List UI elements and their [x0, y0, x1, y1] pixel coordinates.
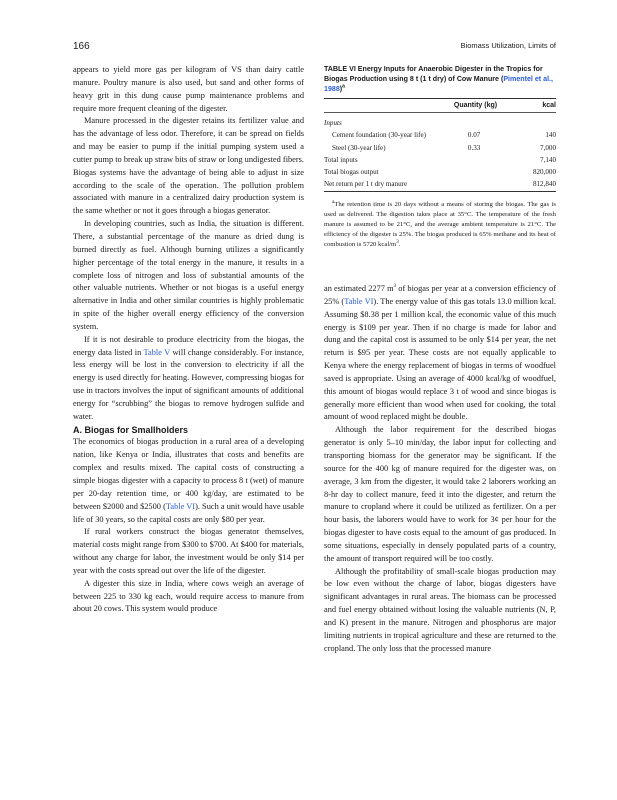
row-quantity: 0.07	[467, 131, 481, 140]
caption-text: )	[339, 85, 343, 93]
superscript: 3	[393, 284, 397, 290]
column-header-quantity: Quantity (kg)	[453, 102, 498, 109]
text-run: If it is not desirable to produce electricity from the biogas, the energy data listed in	[73, 334, 304, 357]
right-paragraph-1	[324, 283, 556, 424]
table-row	[324, 113, 556, 130]
caption-text: TABLE VI Energy Inputs for Anaerobic Digester in the Tropics for Biogas Production using 8 t (1 t dry) of Cow Manure (	[324, 65, 543, 83]
text-run: an estimated 2277 m	[324, 284, 394, 293]
text-run: The economics of biogas production in a rural area of a developing nation, like Kenya or India, illustrates that costs and benefits are complex and results mixed. The capital costs of constructing a simple biogas digester with a capacity to process 8 t (wet) of manure per 20-day retention time, or 400 kg/day, are estimated to be between $2000 and $2500 (	[73, 437, 304, 511]
table-caption	[324, 64, 556, 94]
right-paragraph-3: Although the profitability of small-scale biogas production may be low even without the charge of labor, biogas digesters have significant advantages in rural areas. The biomass can be processed and fuel energy obtained without losing the valuable nutrients (N, P, and K) present in the manure. Nitrogen and phosphorus are major limiting nutrients in tropical agriculture and these are returned to the cropland. The only loss that the processed manure	[324, 566, 556, 653]
total-output-kcal: 820,000	[532, 168, 556, 177]
inputs-label: Inputs	[324, 113, 556, 130]
row-quantity: 0.33	[467, 143, 481, 152]
empty-cell	[454, 154, 521, 166]
running-title: Biomass Utilization, Limits of	[460, 41, 556, 50]
caption-footnote-mark: a	[342, 83, 345, 90]
table-body	[324, 99, 556, 191]
right-column	[324, 283, 556, 655]
pimentel-citation-link[interactable]: Pimentel et al., 1988	[324, 75, 554, 93]
left-paragraph-3: In developing countries, such as India, the situation is different. There, a substantial percentage of the manure as dried dung is burned directly as fuel. Although burning utilizes a significantly higher percentage of the total energy in the manure, it results in a complete loss of nitrogen and loss of substantial amounts of the other valuable nutrients. Whether or not biogas is a useful energy alternative in India and other similar countries is highly problematic in spite of the higher overall energy efficiency of the conversion system.	[73, 219, 304, 331]
table-bottom-rule	[324, 191, 556, 192]
footnote-end: .	[398, 241, 401, 249]
table-vi-link[interactable]: Table VI	[344, 296, 374, 306]
column-header-kcal: kcal	[542, 102, 556, 109]
net-return-label: Net return per 1 t dry manure	[324, 180, 408, 189]
section-heading: A. Biogas for Smallholders	[73, 424, 189, 435]
table-v-link[interactable]: Table V	[143, 347, 171, 357]
text-run: of biogas per year at a conversion efficiency of 25% (	[324, 284, 556, 306]
table-footnote	[324, 200, 556, 250]
row-kcal: 140	[545, 131, 556, 140]
empty-cell	[454, 179, 521, 191]
table-vi	[324, 64, 556, 250]
left-paragraph-1: appears to yield more gas per kilogram of VS than dairy cattle manure. Poultry manure is also used, but sand and other forms of heavy grit in this dung cause pump maintenance problems and require more frequent cleaning of the digester.	[73, 65, 304, 113]
left-paragraph-7: A digester this size in India, where cows weigh an average of between 225 to 330 kg each, would require access to manure from about 20 cows. This system would produce	[73, 578, 304, 614]
header-blank	[324, 99, 454, 113]
table-row	[324, 142, 556, 154]
footnote-superscript: 3	[396, 240, 399, 246]
row-label: Cement foundation (30-year life)	[332, 131, 426, 140]
left-paragraph-5	[73, 436, 304, 526]
total-inputs-kcal: 7,140	[540, 155, 556, 164]
page-number: 166	[73, 41, 90, 52]
row-label: Steel (30-year life)	[332, 143, 386, 152]
table-row	[324, 167, 556, 179]
left-paragraph-4	[73, 334, 304, 424]
text-run: ). The energy value of this gas totals 13.0 million kcal. Assuming $8.38 per 1 million kcal, the economic value of this much energy is $109 per year. Then if no charge is made for labor and dung and the capital cost is assumed to be only $14 per year, the net return is $95 per year. These costs are not equally applicable to Kenya where the energy replacement of biogas in terms of woodfuel saved is appropriate. Using an average of 4000 kcal/kg of woodfuel, this amount of biogas would replace 3 t of wood and since biogas is generally more efficient than wood when used for cooking, the total amount of wood replaced might be double.	[324, 296, 556, 422]
left-paragraph-2: Manure processed in the digester retains its fertilizer value and has the advantage of less odor. Therefore, it can be spread on fields and may be easier to pump if the initial pumping system used a cutter pump to break up straw bits of straw or long undigested fibers. Biogas systems have the advantage of being able to adjust in size according to the scale of the operation. The pollution problem associated with manure in a centralized dairy production system is the same whether or not it goes through a biogas generator.	[73, 116, 304, 216]
table-row	[324, 154, 556, 166]
footnote-text: The retention time is 20 days without a means of storing the biogas. The gas is used as delivered. The digestion takes place at 35°C. The temperature of the fresh manure is assumed to be 21°C, and the average ambient temperature is 21°C. The efficiency of the digester is 25%. The biogas produced is 65% methane and its heat of combustion is 5720 kcal/m	[324, 201, 556, 249]
row-kcal: 7,000	[540, 143, 556, 152]
table-header-row	[324, 99, 556, 113]
total-inputs-label: Total inputs	[324, 155, 358, 164]
table-row	[324, 179, 556, 191]
table-vi-link[interactable]: Table VI	[165, 501, 196, 511]
left-column	[73, 64, 304, 616]
right-paragraph-2: Although the labor requirement for the described biogas generator is only 5–10 min/day, the labor input for collecting and transporting biomass for the generator may be significant. If the source for the 400 kg of manure required for the digester was, on average, 3 km from the digester, it would take 2 laborers working an 8-hr day to collect manure, feed it into the digester, and return the manure to cropland where it could be utilized as fertilizer. On a per hour basis, the laborers would have to work for 3¢ per hour for the biogas digester to have costs equal to the amount of gas produced. In some situations, especially in densely populated parts of a country, the amount of transport required will be too costly.	[324, 425, 556, 563]
left-paragraph-6: If rural workers construct the biogas generator themselves, material costs might range from $300 to $700. At $400 for materials, without any charge for labor, the investment would be only $14 per year with the costs spread out over the life of the digester.	[73, 527, 304, 575]
text-run: will change considerably. For instance, less energy will be lost in the conversion to electricity if all the energy is used directly for heating. However, compressing biogas for use in tractors involves the input of significant amounts of additional energy for “scrubbing” the biogas to remove hydrogen sulfide and water.	[73, 347, 304, 421]
net-return-kcal: 812,840	[532, 180, 556, 189]
table-row	[324, 130, 556, 142]
total-output-label: Total biogas output	[324, 168, 379, 177]
empty-cell	[454, 167, 521, 179]
footnote-mark: a	[332, 200, 335, 206]
text-run: ). Such a unit would have usable life of 30 years, so the capital costs are only $80 per year.	[73, 501, 304, 524]
